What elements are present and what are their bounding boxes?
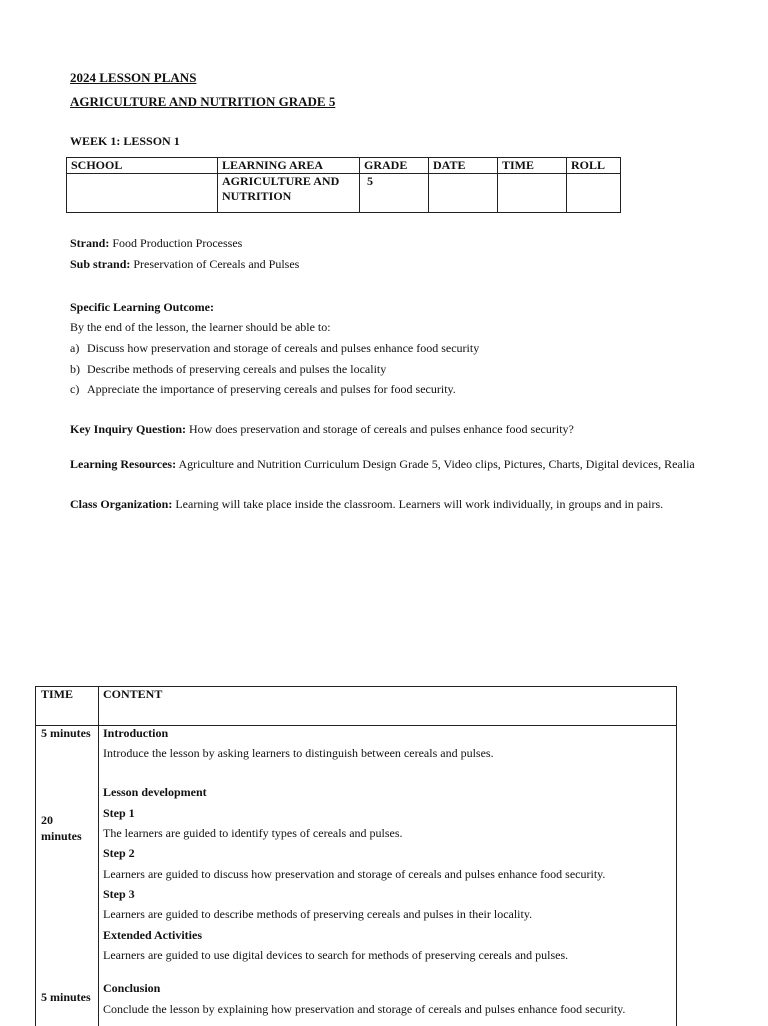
value-roll: [567, 174, 621, 213]
conclusion-text: Conclude the lesson by explaining how preservation and storage of cereals and pulses enhance food security.: [103, 1002, 626, 1016]
learning-resources-label: Learning Resources:: [70, 457, 177, 471]
lesson-time-header: TIME: [41, 687, 74, 701]
value-time: [498, 174, 567, 213]
time-development-number: 20: [41, 813, 53, 827]
page-subtitle: AGRICULTURE AND NUTRITION GRADE 5: [70, 94, 336, 109]
header-school: SCHOOL: [67, 158, 218, 174]
key-inquiry-line: [70, 422, 574, 436]
value-school: [67, 174, 218, 213]
step-1-heading: Step 1: [103, 806, 135, 820]
header-time: TIME: [498, 158, 567, 174]
development-heading: Lesson development: [103, 785, 207, 799]
time-conclusion: 5 minutes: [41, 990, 91, 1004]
step-2-heading: Step 2: [103, 846, 135, 860]
week-lesson-label: WEEK 1: LESSON 1: [70, 134, 180, 148]
header-roll: ROLL: [567, 158, 621, 174]
strand-line: [70, 236, 242, 250]
key-inquiry-value: How does preservation and storage of cereals and pulses enhance food security?: [189, 422, 574, 436]
learning-resources-line: [70, 457, 695, 471]
info-table-value-row: [67, 174, 621, 213]
outcome-list: [70, 341, 479, 403]
strand-value: Food Production Processes: [112, 236, 243, 250]
value-date: [429, 174, 498, 213]
step-3-text: Learners are guided to describe methods of preserving cereals and pulses in their locality.: [103, 907, 533, 921]
extended-text: Learners are guided to use digital devices to search for methods of preserving cereals and pulses.: [103, 948, 569, 962]
learning-resources-value: Agriculture and Nutrition Curriculum Design Grade 5, Video clips, Pictures, Charts, Digital devices, Realia: [178, 457, 695, 471]
lesson-content-header: CONTENT: [103, 687, 163, 701]
conclusion-heading: Conclusion: [103, 981, 161, 995]
time-development-unit: minutes: [41, 829, 82, 843]
info-table-header-row: [67, 158, 621, 174]
outcome-item: c) Appreciate the importance of preserving cereals and pulses for food security.: [70, 382, 456, 396]
outcome-intro: By the end of the lesson, the learner should be able to:: [70, 320, 331, 334]
time-intro: 5 minutes: [41, 726, 91, 740]
value-learning-area: AGRICULTURE AND NUTRITION: [218, 174, 360, 213]
extended-heading: Extended Activities: [103, 928, 202, 942]
sub-strand-label: Sub strand:: [70, 257, 131, 271]
class-organization-value: Learning will take place inside the classroom. Learners will work individually, in groups and in pairs.: [175, 497, 664, 511]
outcome-item: a) Discuss how preservation and storage of cereals and pulses enhance food security: [70, 341, 480, 355]
class-organization-label: Class Organization:: [70, 497, 173, 511]
key-inquiry-label: Key Inquiry Question:: [70, 422, 187, 436]
strand-label: Strand:: [70, 236, 110, 250]
header-learning-area: LEARNING AREA: [218, 158, 360, 174]
lesson-table: [35, 686, 677, 1026]
column-divider: [98, 687, 99, 1026]
outcome-heading: Specific Learning Outcome:: [70, 300, 214, 314]
class-organization-line: [70, 497, 663, 511]
step-2-text: Learners are guided to discuss how preservation and storage of cereals and pulses enhance food security.: [103, 867, 606, 881]
page-title: 2024 LESSON PLANS: [70, 70, 197, 85]
introduction-heading: Introduction: [103, 726, 169, 740]
value-grade: 5: [360, 174, 429, 213]
info-table: [66, 157, 621, 213]
outcome-item: b) Describe methods of preserving cereals and pulses the locality: [70, 361, 387, 376]
header-date: DATE: [429, 158, 498, 174]
step-3-heading: Step 3: [103, 887, 135, 901]
introduction-text: Introduce the lesson by asking learners to distinguish between cereals and pulses.: [103, 746, 494, 760]
header-grade: GRADE: [360, 158, 429, 174]
sub-strand-line: [70, 257, 299, 271]
step-1-text: The learners are guided to identify types of cereals and pulses.: [103, 826, 403, 840]
sub-strand-value: Preservation of Cereals and Pulses: [133, 257, 300, 271]
